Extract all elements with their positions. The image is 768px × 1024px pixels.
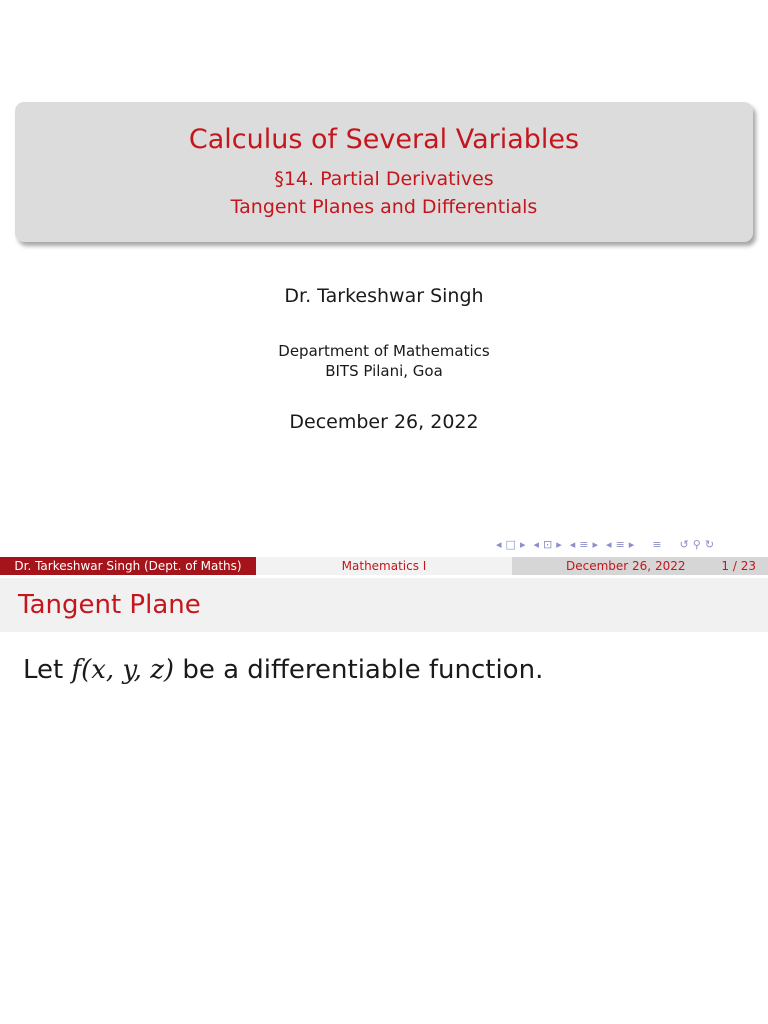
footer-bar bbox=[0, 557, 768, 575]
footer-author: Dr. Tarkeshwar Singh (Dept. of Maths) bbox=[0, 557, 256, 575]
beamer-navigation bbox=[496, 538, 762, 552]
body-text-suffix: be a differentiable function. bbox=[174, 655, 544, 685]
nav-search-icon[interactable]: ⚲ bbox=[692, 538, 701, 551]
nav-forward-icon[interactable]: ↻ bbox=[704, 538, 715, 551]
presentation-subtitle-1: §14. Partial Derivatives bbox=[274, 168, 494, 190]
nav-back-icon[interactable]: ↺ bbox=[679, 538, 689, 551]
nav-prev-subsection-icon[interactable]: ◂ bbox=[533, 538, 539, 551]
nav-menu-icon[interactable]: ≡ bbox=[652, 538, 662, 551]
footer-course: Mathematics I bbox=[256, 557, 512, 575]
nav-next-subsection-icon[interactable]: ▸ bbox=[556, 538, 562, 551]
body-text-prefix: Let bbox=[23, 655, 72, 685]
nav-next-doc-icon[interactable]: ▸ bbox=[628, 538, 635, 551]
math-function: f(x, y, z) bbox=[71, 655, 175, 685]
nav-section-icon[interactable]: ≡ bbox=[579, 538, 589, 551]
institute-department: Department of Mathematics bbox=[278, 342, 490, 360]
presentation-date: December 26, 2022 bbox=[289, 411, 479, 433]
footer-page-number: 1 / 23 bbox=[721, 559, 756, 573]
frame-title: Tangent Plane bbox=[18, 590, 201, 620]
nav-prev-frame-icon[interactable]: ◂ bbox=[496, 538, 502, 551]
institute-name: BITS Pilani, Goa bbox=[325, 362, 443, 380]
presentation-title: Calculus of Several Variables bbox=[188, 124, 580, 155]
presentation-subtitle-2: Tangent Planes and Differentials bbox=[230, 196, 538, 218]
nav-subsection-icon[interactable]: ⊡ bbox=[543, 538, 553, 551]
author-name: Dr. Tarkeshwar Singh bbox=[284, 285, 484, 307]
nav-prev-section-icon[interactable]: ◂ bbox=[569, 538, 576, 551]
footer-date-page bbox=[512, 557, 768, 575]
nav-doc-icon[interactable]: ≡ bbox=[615, 538, 625, 551]
footer-date: December 26, 2022 bbox=[566, 559, 686, 573]
nav-prev-doc-icon[interactable]: ◂ bbox=[606, 538, 612, 551]
nav-frame-icon[interactable]: □ bbox=[505, 538, 516, 551]
nav-next-section-icon[interactable]: ▸ bbox=[592, 538, 599, 551]
nav-next-frame-icon[interactable]: ▸ bbox=[519, 538, 526, 551]
slide-body-text bbox=[23, 655, 543, 685]
